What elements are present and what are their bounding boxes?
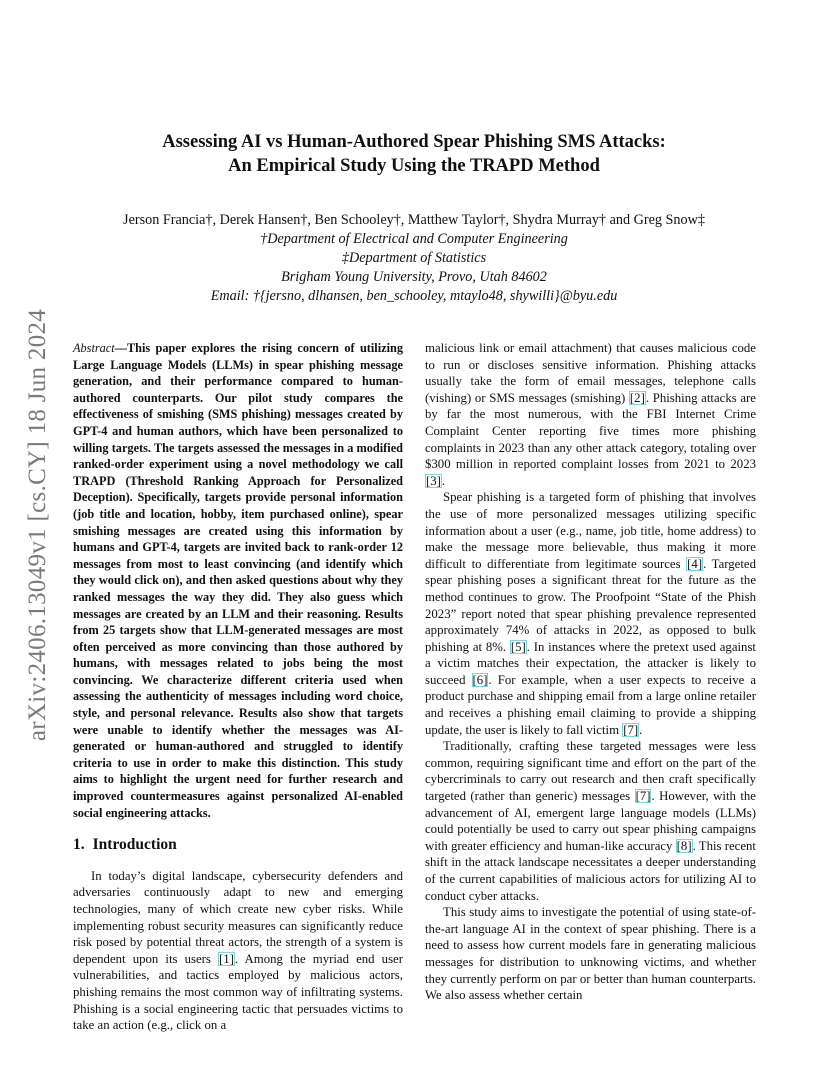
text-run: . In instances where the pretext used against a victim matches their expectation, the attacker is likely to succeed bbox=[425, 639, 756, 687]
university: Brigham Young University, Provo, Utah 84602 bbox=[281, 269, 547, 285]
text-run: . However, with the advancement of AI, emergent large language models (LLMs) could potentially be used to carry out spear phishing campaigns with greater efficiency and human-like accuracy bbox=[425, 789, 756, 853]
citation-link[interactable]: [5] bbox=[510, 639, 526, 654]
section-number: 1. bbox=[73, 836, 85, 854]
author-emails: Email: †{jersno, dlhansen, ben_schooley, mtaylo48, shywilli}@byu.edu bbox=[210, 288, 618, 304]
abstract-text: This paper explores the rising concern of utilizing Large Language Models (LLMs) in spear phishing message generation, and their performance compared to human-authored counterparts. Our pilot study compares the effectiveness of smishing (SMS phishing) messages created by GPT-4 and human authors, which have been personalized to willing targets. The targets assessed the messages in a modified ranked-order experiment using a novel methodology we call TRAPD (Threshold Ranking Approach for Personalized Deception). Specifically, targets provide personal information (job title and location, hobby, item purchased online), spear smishing messages are created using this information by humans and GPT-4, targets are invited back to rank-order 12 messages from most to least convincing (and identify which they would click on), and then asked questions about why they ranked messages the way they did. They also guess which messages are created by an LLM and their reasoning. Results from 25 targets show that LLM-generated messages are most often perceived as more convincing than those authored by humans, with messages related to jobs being the most convincing. We characterize different criteria used when assessing the authenticity of messages including word choice, style, and personal relevance. Results also show that targets were unable to identify whether the messages was AI-generated or human-authored and struggled to identify criteria to use in order to make this distinction. This study aims to highlight the urgent need for further research and improved countermeasures against personalized AI-enabled social engineering attacks. bbox=[73, 341, 403, 820]
text-run: . bbox=[639, 722, 643, 737]
abstract-label: Abstract bbox=[73, 341, 115, 355]
citation-link[interactable]: [6] bbox=[472, 672, 488, 687]
author-names: Jerson Francia†, Derek Hansen†, Ben Schooley†, Matthew Taylor†, Shydra Murray† and Greg Snow‡ bbox=[123, 212, 705, 228]
intro-paragraph-1-continued bbox=[425, 340, 756, 489]
section-heading-introduction bbox=[73, 837, 403, 854]
citation-link[interactable]: [1] bbox=[219, 951, 234, 966]
title-line-2: An Empirical Study Using the TRAPD Method bbox=[228, 156, 600, 176]
arxiv-identifier bbox=[8, 290, 68, 760]
text-run: In today’s digital landscape, cybersecurity defenders and adversaries continuously adapt to new and emerging technologies, many of which create new cyber risks. While implementing robust security measures can significantly reduce risk posed by potential threat actors, the strength of a system is dependent upon its users bbox=[73, 868, 403, 966]
citation-link[interactable]: [7] bbox=[623, 722, 639, 737]
intro-paragraph-2 bbox=[425, 489, 756, 738]
text-run: . Phishing attacks are by far the most numerous, with the FBI Internet Crime Complaint Center reporting five times more phishing complaints in 2023 than any other attack category, totaling over $300 million in reported complaint losses from 2021 to 2023 bbox=[425, 390, 756, 472]
title-line-1: Assessing AI vs Human-Authored Spear Phishing SMS Attacks: bbox=[162, 132, 666, 152]
citation-link[interactable]: [8] bbox=[676, 838, 692, 853]
intro-paragraph-4: This study aims to investigate the potential of using state-of-the-art language AI in the context of spear phishing. There is a need to assess how current models fare in generating malicious messages for distribution to unknowing victims, and whether they currently perform on par or better than human counterparts. We also assess whether certain bbox=[425, 905, 756, 1003]
citation-link[interactable]: [4] bbox=[687, 556, 703, 571]
text-run: . For example, when a user expects to receive a product purchase and shipping email from a large online retailer and receives a phishing email claiming to provide a shipping update, the user is likely to fall victim bbox=[425, 672, 756, 737]
text-run: . bbox=[441, 473, 446, 488]
citation-link[interactable]: [3] bbox=[426, 473, 441, 488]
citation-link[interactable]: [7] bbox=[635, 789, 651, 804]
text-run: Traditionally, crafting these targeted messages were less common, requiring significant time and effort on the part of the cybercriminals to carry out research and then craft specifically targeted (rather than generic) messages bbox=[425, 739, 756, 804]
text-run: . This recent shift in the attack landscape necessitates a deeper understanding of the current capabilities of malicious actors for utilizing AI to conduct cyber attacks. bbox=[425, 838, 756, 903]
abstract-dash: — bbox=[114, 341, 127, 355]
author-block bbox=[70, 211, 758, 306]
left-column bbox=[73, 340, 403, 1034]
arxiv-identifier-text: arXiv:2406.13049v1 [cs.CY] 18 Jun 2024 bbox=[24, 308, 52, 742]
section-title: Introduction bbox=[92, 836, 177, 854]
affiliation-statistics: ‡Department of Statistics bbox=[341, 250, 487, 266]
affiliation-ece: †Department of Electrical and Computer Engineering bbox=[260, 231, 568, 247]
paper-title bbox=[100, 130, 728, 178]
right-column bbox=[425, 340, 756, 1004]
abstract bbox=[73, 340, 403, 821]
text-run: . Targeted spear phishing poses a significant threat for the future as the method continues to grow. The Proofpoint “State of the Phish 2023” report noted that spear phishing prevalence represented approximately 74% of attacks in 2022, as opposed to bulk phishing at 8%. bbox=[425, 556, 756, 654]
text-run: malicious link or email attachment) that causes malicious code to run or discloses sensitive information. Phishing attacks usually take the form of email messages, telephone calls (vishing) or SMS messages (smishing) bbox=[425, 341, 756, 405]
intro-paragraph-3 bbox=[425, 738, 756, 904]
text-run: Spear phishing is a targeted form of phishing that involves the use of more personalized messages utilizing specific information about a user (e.g., name, job title, home address) to make the message more believable, thus making it more difficult to differentiate from legitimate sources bbox=[425, 490, 756, 571]
text-run: . Among the myriad end user vulnerabilities, and tactics employed by malicious actors, phishing remains the most common way of infiltrating systems. Phishing is a social engineering tactic that persuades victims to take an action (e.g., click on a bbox=[73, 951, 404, 1033]
intro-paragraph-1 bbox=[73, 868, 403, 1034]
citation-link[interactable]: [2] bbox=[629, 390, 645, 405]
